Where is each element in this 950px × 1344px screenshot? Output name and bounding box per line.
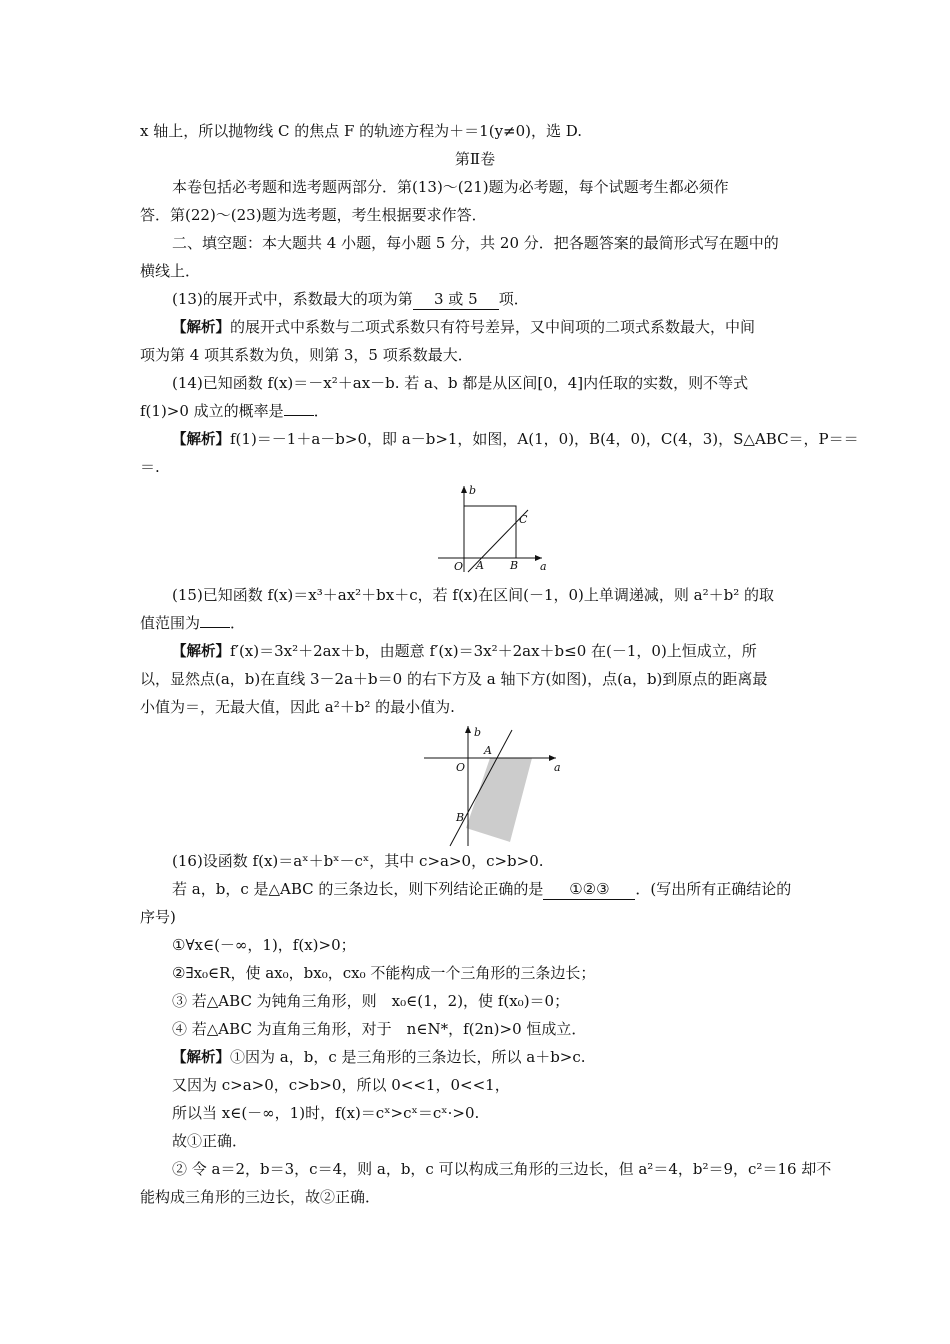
solution-text: f(1)＝－1＋a－b>0，即 a－b>1，如图，A(1，0)，B(4，0)，C(4，3)，S△ABC＝，P＝＝ — [230, 430, 859, 448]
text-line: 小值为＝，无最大值，因此 a²＋b² 的最小值为. — [140, 698, 455, 716]
solution-tag: 【解析】 — [172, 1050, 230, 1066]
option-2: ②∃x₀∈R，使 ax₀，bx₀，cx₀ 不能构成一个三角形的三条边长； — [172, 964, 596, 982]
label-point-b: B — [456, 811, 465, 824]
solution-14 — [172, 429, 859, 450]
text-line: ② 令 a＝2，b＝3，c＝4，则 a，b，c 可以构成三角形的三边长，但 a²＝4，b²＝9，c²＝16 却不 — [172, 1160, 832, 1178]
label-point-b: B — [510, 559, 519, 572]
label-point-a: A — [476, 559, 484, 572]
option-4: ④ 若△ABC 为直角三角形，对于 n∈N*，f(2n)>0 恒成立． — [172, 1020, 587, 1038]
label-point-c: C — [519, 513, 528, 526]
question-14-blank-line — [140, 401, 329, 421]
label-point-a: A — [484, 744, 492, 757]
solution-13 — [172, 317, 755, 338]
text-line: 所以当 x∈(－∞，1)时，f(x)＝cˣ>cˣ＝cˣ·>0. — [172, 1104, 480, 1122]
text-line: 横线上． — [140, 262, 201, 280]
q14-text: f(1)>0 成立的概率是 — [140, 402, 284, 420]
figure-half-plane-region — [420, 722, 570, 848]
label-b: b — [469, 484, 477, 497]
text-line: (14)已知函数 f(x)＝－x²＋ax－b. 若 a、b 都是从区间[0，4]内任取的实数，则不等式 — [172, 374, 749, 392]
label-b: b — [474, 726, 482, 739]
solution-tag: 【解析】 — [172, 644, 230, 660]
text-line: x 轴上，所以抛物线 C 的焦点 F 的轨迹方程为＋＝1(y≠0)，选 D. — [140, 122, 583, 140]
q14-text-end: ． — [313, 402, 329, 420]
square-boundary — [464, 506, 516, 558]
label-a: a — [554, 761, 561, 774]
option-3: ③ 若△ABC 为钝角三角形，则 x₀∈(1，2)，使 f(x₀)＝0； — [172, 992, 570, 1010]
text-line: (15)已知函数 f(x)＝x³＋ax²＋bx＋c，若 f(x)在区间(－1，0)上单调递减，则 a²＋b² 的取 — [172, 586, 775, 604]
solution-text: f′(x)＝3x²＋2ax＋b，由题意 f′(x)＝3x²＋2ax＋b≤0 在(－1，0)上恒成立，所 — [230, 642, 757, 660]
q16-text: 若 a，b，c 是△ABC 的三条边长，则下列结论正确的是 — [172, 880, 544, 898]
solution-tag: 【解析】 — [172, 320, 230, 336]
q15-text-end: ． — [230, 614, 246, 632]
text-line: 本卷包括必考题和选考题两部分．第(13)～(21)题为必考题，每个试题考生都必须作 — [172, 178, 729, 196]
text-line: 能构成三角形的三边长，故②正确． — [140, 1188, 381, 1206]
q14-blank — [284, 415, 314, 416]
text-line: 答．第(22)～(23)题为选考题，考生根据要求作答． — [140, 206, 487, 224]
label-origin: O — [454, 560, 464, 573]
q16-answer: ①②③ — [543, 879, 635, 900]
section-title: 第Ⅱ卷 — [454, 150, 496, 168]
b-axis-arrow-icon — [465, 726, 471, 733]
q15-blank — [200, 627, 230, 628]
label-a: a — [540, 560, 547, 573]
text-line: 以，显然点(a，b)在直线 3－2a＋b＝0 的右下方及 a 轴下方(如图)，点(a，b)到原点的距离最 — [140, 670, 768, 688]
text-line: (16)设函数 f(x)＝aˣ＋bˣ－cˣ，其中 c>a>0，c>b>0. — [172, 852, 544, 870]
question-16 — [172, 879, 791, 900]
shaded-region — [466, 758, 532, 842]
text-line: 项为第 4 项其系数为负，则第 3，5 项系数最大． — [140, 346, 473, 364]
question-15-blank-line — [140, 613, 245, 633]
text-line: ＝. — [140, 458, 160, 476]
b-axis-arrow-icon — [461, 486, 467, 493]
q13-answer: 3 或 5 — [413, 289, 499, 310]
solution-text: 的展开式中系数与二项式系数只有符号差异，又中间项的二项式系数最大，中间 — [230, 318, 756, 336]
option-1: ①∀x∈(－∞，1)，f(x)>0； — [172, 936, 356, 954]
q15-text: 值范围为 — [140, 614, 201, 632]
text-line: 故①正确． — [172, 1132, 248, 1150]
q16-text-end: ．(写出所有正确结论的 — [635, 880, 792, 898]
solution-16 — [172, 1047, 586, 1068]
text-line: 序号) — [140, 908, 176, 926]
q13-text-end: 项． — [498, 290, 529, 308]
question-13 — [172, 289, 529, 310]
figure-square-region — [430, 482, 550, 574]
label-origin: O — [456, 761, 466, 774]
q13-text: (13)的展开式中，系数最大的项为第 — [172, 290, 413, 308]
solution-tag: 【解析】 — [172, 432, 230, 448]
text-line: 二、填空题：本大题共 4 小题，每小题 5 分，共 20 分．把各题答案的最简形式写在题中的 — [172, 234, 779, 252]
text-line: 又因为 c>a>0，c>b>0，所以 0<<1，0<<1， — [172, 1076, 510, 1094]
solution-15 — [172, 641, 757, 662]
solution-text: ①因为 a，b，c 是三角形的三条边长，所以 a＋b>c. — [230, 1048, 586, 1066]
